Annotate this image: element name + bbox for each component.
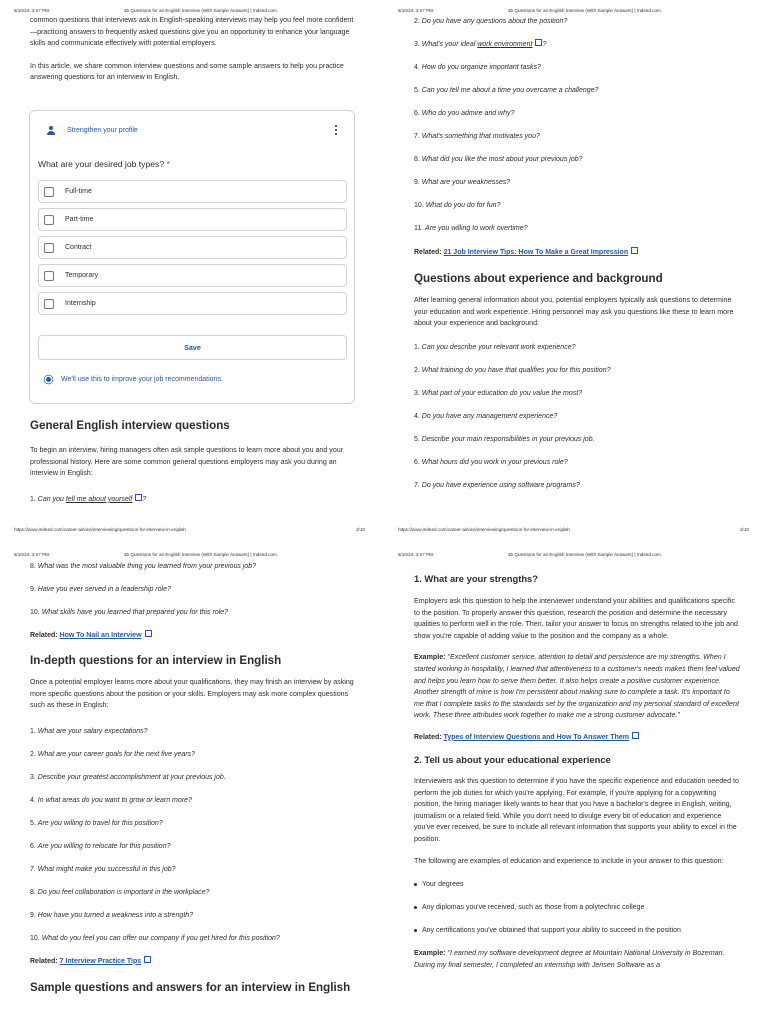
question-item: 9. How have you turned a weakness into a strength? [30,911,194,919]
question-item: 11. Are you willing to work overtime? [414,225,528,232]
interview-practice-tips-link[interactable]: 7 Interview Practice Tips [59,957,142,965]
section-heading-in-depth: In-depth questions for an interview in English [30,654,282,667]
question-item: 4. Do you have any management experience? [414,412,558,420]
related-link-row: Related: 7 Interview Practice Tips [30,956,356,967]
list-item: Any diplomas you've received, such as those from a polytechnic college [414,902,740,913]
section-heading-experience: Questions about experience and background [414,272,663,285]
in-depth-section [30,561,356,995]
education-list-intro: The following are examples of education and experience to include in your answer to this question: [414,856,724,865]
more-options-icon[interactable] [335,125,338,137]
strengths-heading: 1. What are your strengths? [414,573,538,584]
question-item: 9. What are your weaknesses? [414,179,511,186]
in-depth-paragraph: Once a potential employer learns more about your qualifications, they may finish an interview by asking more specific questions about the position or your skills. Employers may ask more complex questions such as these in English: [30,678,354,710]
page-4 [0,544,384,1024]
checkbox[interactable] [44,215,54,225]
general-questions-list [414,16,740,491]
education-heading: 2. Tell us about your educational experience [414,753,611,765]
print-date: 8/10/24, 3:27 PM [398,552,433,557]
experience-paragraph: After learning general information about you, potential employers typically ask questions to determine your education and work experience. Hiring personnel may ask you questions like these to learn more about your experience and background: [414,296,734,328]
question-item: 4. In what areas do you want to grow or learn more? [30,796,192,804]
section-heading-sample: Sample questions and answers for an interview in English [30,980,351,994]
person-icon [46,126,55,135]
print-title: 35 Questions for an English Interview (With Sample Answers) | Indeed.com [124,552,277,557]
question-item: 5. Can you tell me about a time you overcame a challenge? [414,87,599,94]
question-item: 10. What do you feel you can offer our company if you get hired for this position? [30,934,280,942]
option-part-time[interactable]: Part-time [38,208,347,231]
question-item: 3. Describe your greatest accomplishment at your previous job. [30,773,226,781]
strengths-example: Example: "Excellent customer service, attention to detail and persistence are my strengths. When I started working in hospitality, I learned that attentiveness to a customer's needs makes them feel valued and helps you learn how to serve them better. It also helps create a positive customer experience. Another strength of mine is how I'm persistent about making sure to complete a task. It's important to me that I complete tasks to the standards set by the organization and my personal standard of excellent work. These three attributes work together to make me a strong customer advocate." [414,653,740,720]
print-title: 35 Questions for an English Interview (With Sample Answers) | Indeed.com [124,8,277,13]
question-item: 9. Have you ever served in a leadership role? [30,586,171,593]
print-footer-url: https://www.indeed.com/career-advice/interviewing/questions-for-interview-in-english [398,527,570,532]
related-link-row: Related: Types of Interview Questions and How To Answer Them [414,732,740,743]
recommendation-tip: We'll use this to improve your job recommendations. [46,376,223,383]
print-page-number: 2/10 [356,527,365,532]
question-item: 3. What's your ideal work environment ? [414,41,547,48]
print-title: 35 Questions for an English Interview (With Sample Answers) | Indeed.com [508,8,661,13]
list-item: Any certifications you've obtained that support your ability to succeed in the position [414,925,740,936]
job-interview-tips-link[interactable]: 21 Job Interview Tips: How To Make a Great Impression [443,249,629,256]
lightbulb-icon [46,377,51,382]
checkbox[interactable] [44,299,54,309]
types-of-interview-questions-link[interactable]: Types of Interview Questions and How To Answer Them [443,733,629,741]
question-item: 8. What did you like the most about your previous job? [414,156,583,163]
question-item: 7. What's something that motivates you? [414,133,540,140]
profile-label: Strengthen your profile [67,127,138,134]
required-mark: * [166,159,170,169]
print-date: 8/10/24, 3:27 PM [14,552,49,557]
option-contract[interactable]: Contract [38,236,347,259]
question-item: 7. What might make you successful in this job? [30,865,176,873]
save-button[interactable]: Save [38,335,347,360]
how-to-nail-interview-link[interactable]: How To Nail an Interview [59,632,142,639]
intro-paragraph-2: In this article, we share common interview questions and some sample answers to help you practice answering questions for an interview in English. [30,61,344,82]
education-example: Example: "I earned my software development degree at Mountain National University in Bozeman. During my final semester, I completed an internship with Jensen Software as a [414,949,725,969]
print-date: 8/10/24, 3:27 PM [398,8,433,13]
strengths-paragraph: Employers ask this question to help the interviewer understand your abilities and qualifications specific to the position. To properly answer this question, research the position and determine the necessary qualities to perform well in the role. Then, tailor your answer to focus on strengths related to the job and show you're capable of adding value to the position and the company as a whole. [414,597,738,640]
option-temporary[interactable]: Temporary [38,264,347,287]
external-link-icon [144,956,151,963]
external-link-icon [631,247,638,254]
related-link-row: Related: How To Nail an Interview [30,630,356,641]
tell-me-about-yourself-link[interactable]: tell me about yourself [65,495,133,503]
external-link-icon [632,732,639,739]
question-item: 6. What hours did you work in your previous role? [414,458,568,466]
job-type-question: What are your desired job types? * [38,159,170,169]
question-item: 10. What do you do for fun? [414,202,501,209]
strengthen-profile [46,126,138,135]
question-item: 7. Do you have experience using software programs? [414,481,580,489]
print-title: 35 Questions for an English Interview (With Sample Answers) | Indeed.com [508,552,661,557]
question-item: 5. Are you willing to travel for this position? [30,819,163,827]
external-link-icon [145,630,152,637]
question-item: 10. What skills have you learned that prepared you for this role? [30,609,229,616]
page-3 [384,0,768,532]
education-bullets [414,879,740,936]
general-paragraph: To begin an interview, hiring managers often ask simple questions to learn more about you and your professional history. Here are some common general questions employers may ask you during an interview in English: [30,446,344,478]
question-item: 2. What are your career goals for the next five years? [30,750,195,758]
job-type-widget [29,110,355,404]
education-paragraph: Interviewers ask this question to determine if you have the specific experience and education needed to perform the job duties for which you're applying. For example, if you're applying for a copywriting position, the hiring manager likely wants to hear that you have a bachelor's degree in English, writing, journalism or a related field. While you don't need to divulge every bit of education and experience you've ever received, be sure to include all relevant information that supports your ability to excel in the position. [414,776,739,843]
work-environment-link[interactable]: work environment [477,41,533,48]
question-item: 5. Describe your main responsibilities in your previous job. [414,435,595,443]
question-item: 1. Can you tell me about yourself ? [30,495,147,503]
checkbox[interactable] [44,187,54,197]
print-footer-url: https://www.indeed.com/career-advice/interviewing/questions-for-interview-in-english [14,527,186,532]
checkbox[interactable] [44,243,54,253]
question-item: 4. How do you organize important tasks? [414,64,541,71]
print-date: 8/10/24, 3:27 PM [14,8,49,13]
intro-paragraph: common questions that interviews ask in English-speaking interviews may help you feel more confident—practicing answers to frequently asked questions give you an opportunity to enhance your language skills and communicate effectively with potential employers. [30,16,354,48]
option-full-time[interactable]: Full-time [38,180,347,203]
page-5 [384,544,768,1024]
option-internship[interactable]: Internship [38,292,347,315]
sample-answers-section [414,572,740,971]
page-2 [0,0,384,532]
section-heading-general: General English interview questions [30,419,230,432]
question-item: 2. What training do you have that qualifies you for this position? [414,366,611,374]
question-item: 1. Can you describe your relevant work experience? [414,343,576,351]
question-item: 3. What part of your education do you value the most? [414,389,583,397]
question-item: 8. What was the most valuable thing you learned from your previous job? [30,563,257,570]
question-item: 8. Do you feel collaboration is important in the workplace? [30,888,210,896]
list-item: Your degrees [414,879,740,890]
question-item: 6. Are you willing to relocate for this position? [30,842,171,850]
print-page-number: 3/10 [740,527,749,532]
related-link-row: Related: 21 Job Interview Tips: How To Make a Great Impression [414,247,740,258]
question-item: 1. What are your salary expectations? [30,727,148,735]
question-item: 2. Do you have any questions about the position? [414,18,568,25]
checkbox[interactable] [44,271,54,281]
question-item: 6. Who do you admire and why? [414,110,515,117]
